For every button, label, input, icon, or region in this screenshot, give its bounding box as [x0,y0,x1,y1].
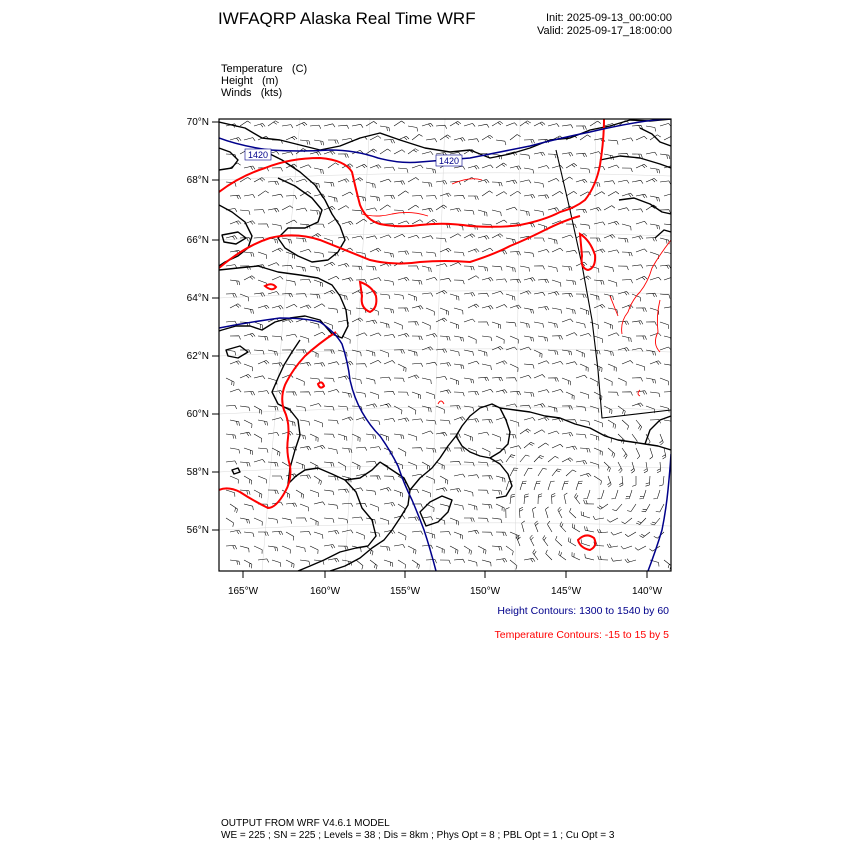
lat-label: 58°N [186,467,209,478]
field-winds: Winds (kts) [221,87,283,99]
lat-ticks [212,122,219,530]
lon-labels [228,586,663,597]
lon-label: 165°W [227,586,259,597]
model-info-footer [221,818,614,842]
lat-label: 56°N [186,525,209,536]
lat-label: 66°N [186,235,209,246]
init-time: Init: 2025-09-13_00:00:00 [546,12,672,24]
chart-title: IWFAQRP Alaska Real Time WRF [218,9,476,28]
contour-label-1: 1420 [247,150,269,160]
lon-label: 155°W [389,586,421,597]
model-settings: WE = 225 ; SN = 225 ; Levels = 38 ; Dis = 8km ; Phys Opt = 8 ; PBL Opt = 1 ; Cu Opt = 3 [221,830,615,841]
contour-label-2: 1420 [438,156,460,166]
temperature-contour-legend: Temperature Contours: -15 to 15 by 5 [494,629,669,641]
lon-label: 150°W [469,586,501,597]
field-height: Height (m) [221,75,279,87]
valid-time: Valid: 2025-09-17_18:00:00 [537,25,672,37]
lon-label: 160°W [309,586,341,597]
field-temperature: Temperature (C) [221,63,308,75]
lat-label: 62°N [186,351,209,362]
lon-label: 145°W [550,586,582,597]
lat-label: 64°N [186,293,209,304]
lon-ticks [243,571,647,578]
height-contour-legend: Height Contours: 1300 to 1540 by 60 [497,605,669,617]
model-version: OUTPUT FROM WRF V4.6.1 MODEL [221,818,390,829]
lat-labels [187,117,209,536]
lat-label: 68°N [186,175,209,186]
lat-label: 60°N [186,409,209,420]
map-background [219,119,671,571]
lon-label: 140°W [631,586,663,597]
lat-label: 70°N [186,117,209,128]
